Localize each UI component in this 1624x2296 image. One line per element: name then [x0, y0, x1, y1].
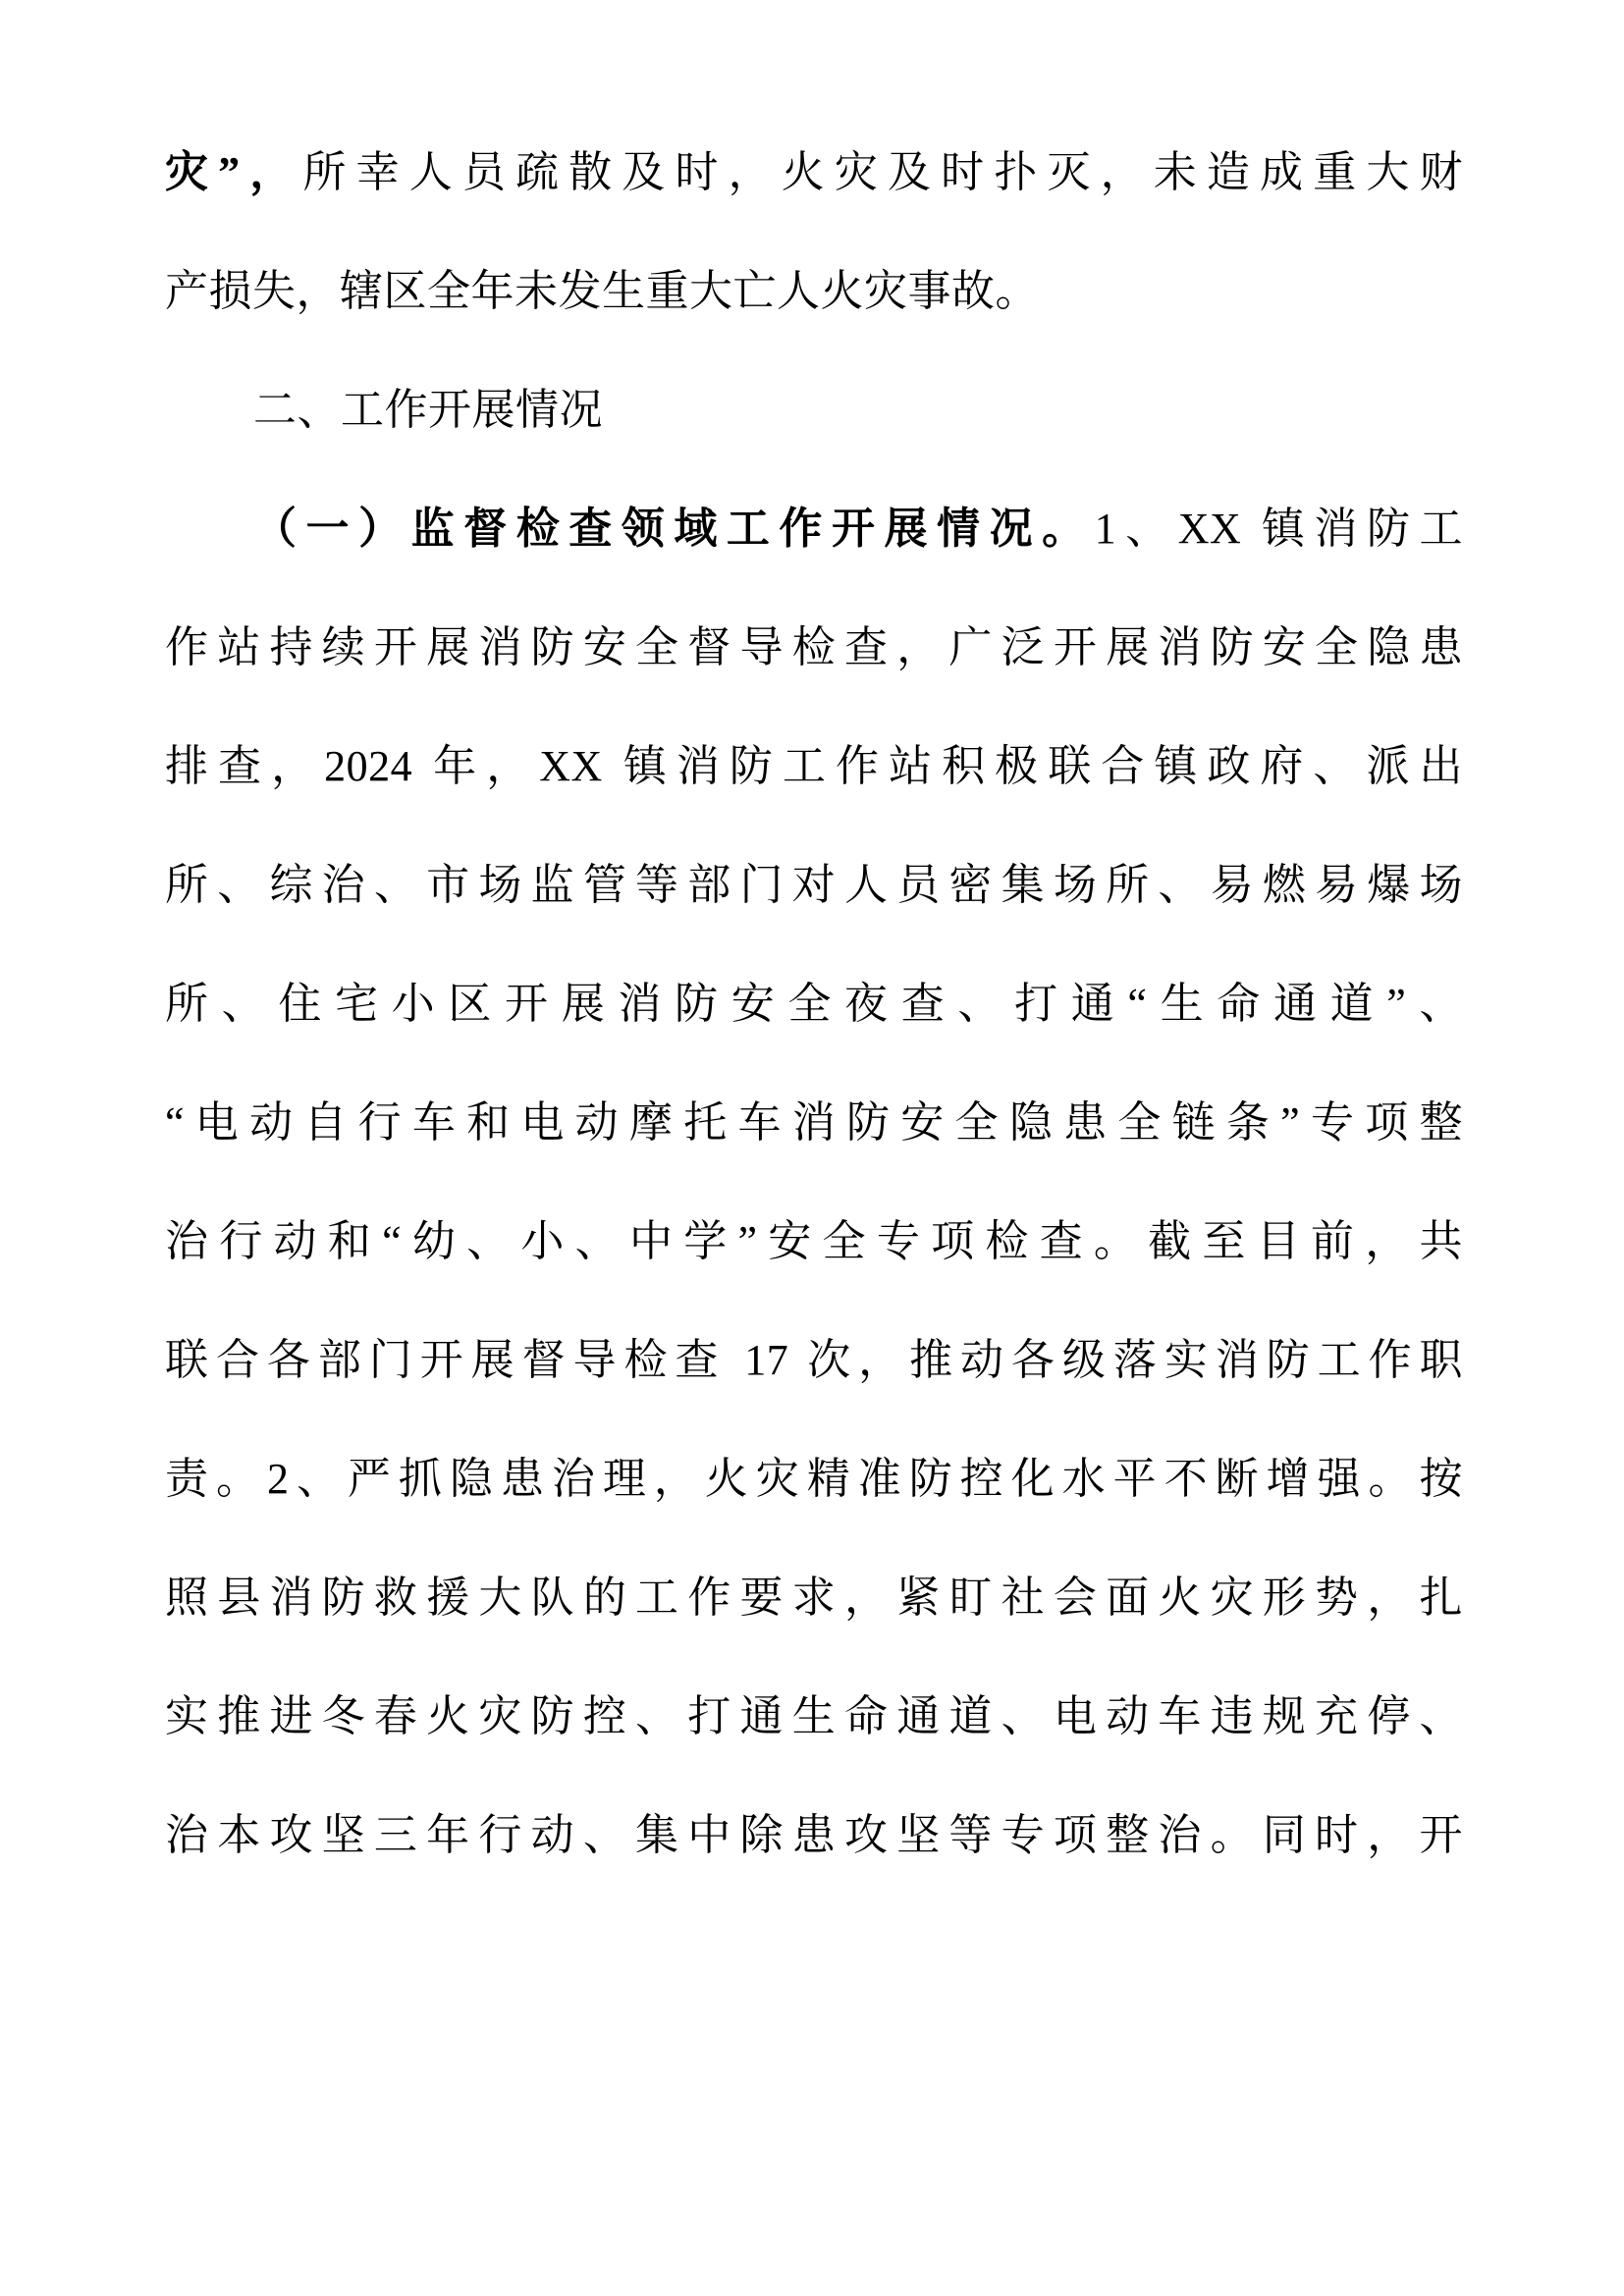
text-line [165, 469, 1463, 588]
text-segment: 排查，2024 年，XX 镇消防工作站积极联合镇政府、派出 [165, 742, 1463, 790]
text-line [165, 232, 1463, 350]
text-line [165, 1063, 1463, 1182]
text-line [165, 826, 1463, 944]
text-line [165, 1419, 1463, 1538]
text-line [165, 944, 1463, 1063]
text-segment: 二、工作开展情况 [253, 386, 603, 434]
bold-text-segment: 灾”， [165, 148, 303, 196]
text-line [165, 588, 1463, 707]
text-segment: 所幸人员疏散及时，火灾及时扑灭，未造成重大财 [302, 148, 1463, 196]
text-line [165, 1776, 1463, 1895]
text-line [165, 113, 1463, 232]
text-segment: 照县消防救援大队的工作要求，紧盯社会面火灾形势，扎 [165, 1574, 1463, 1622]
text-segment: 联合各部门开展督导检查 17 次，推动各级落实消防工作职 [165, 1336, 1463, 1384]
text-segment: 作站持续开展消防安全督导检查，广泛开展消防安全隐患 [165, 623, 1463, 671]
text-line [165, 707, 1463, 826]
text-line [165, 350, 1463, 469]
text-segment: 责。2、严抓隐患治理，火灾精准防控化水平不断增强。按 [165, 1455, 1463, 1503]
text-segment: 治本攻坚三年行动、集中除患攻坚等专项整治。同时，开 [165, 1811, 1463, 1859]
text-segment: 治行动和“幼、小、中学”安全专项检查。截至目前，共 [165, 1217, 1463, 1265]
text-segment: 所、综治、市场监管等部门对人员密集场所、易燃易爆场 [165, 861, 1463, 909]
text-line [165, 1182, 1463, 1301]
text-segment: 实推进冬春火灾防控、打通生命通道、电动车违规充停、 [165, 1692, 1463, 1740]
text-segment: “电动自行车和电动摩托车消防安全隐患全链条”专项整 [165, 1098, 1463, 1147]
text-line [165, 1301, 1463, 1419]
document-body [165, 113, 1463, 1895]
text-line [165, 1538, 1463, 1657]
bold-text-segment: （一）监督检查领域工作开展情况。 [253, 505, 1095, 553]
text-segment: 所、住宅小区开展消防安全夜查、打通“生命通道”、 [165, 980, 1463, 1028]
text-line [165, 1657, 1463, 1776]
text-segment: 产损失，辖区全年未发生重大亡人火灾事故。 [165, 267, 1039, 315]
text-segment: 1、XX 镇消防工 [1094, 505, 1463, 553]
